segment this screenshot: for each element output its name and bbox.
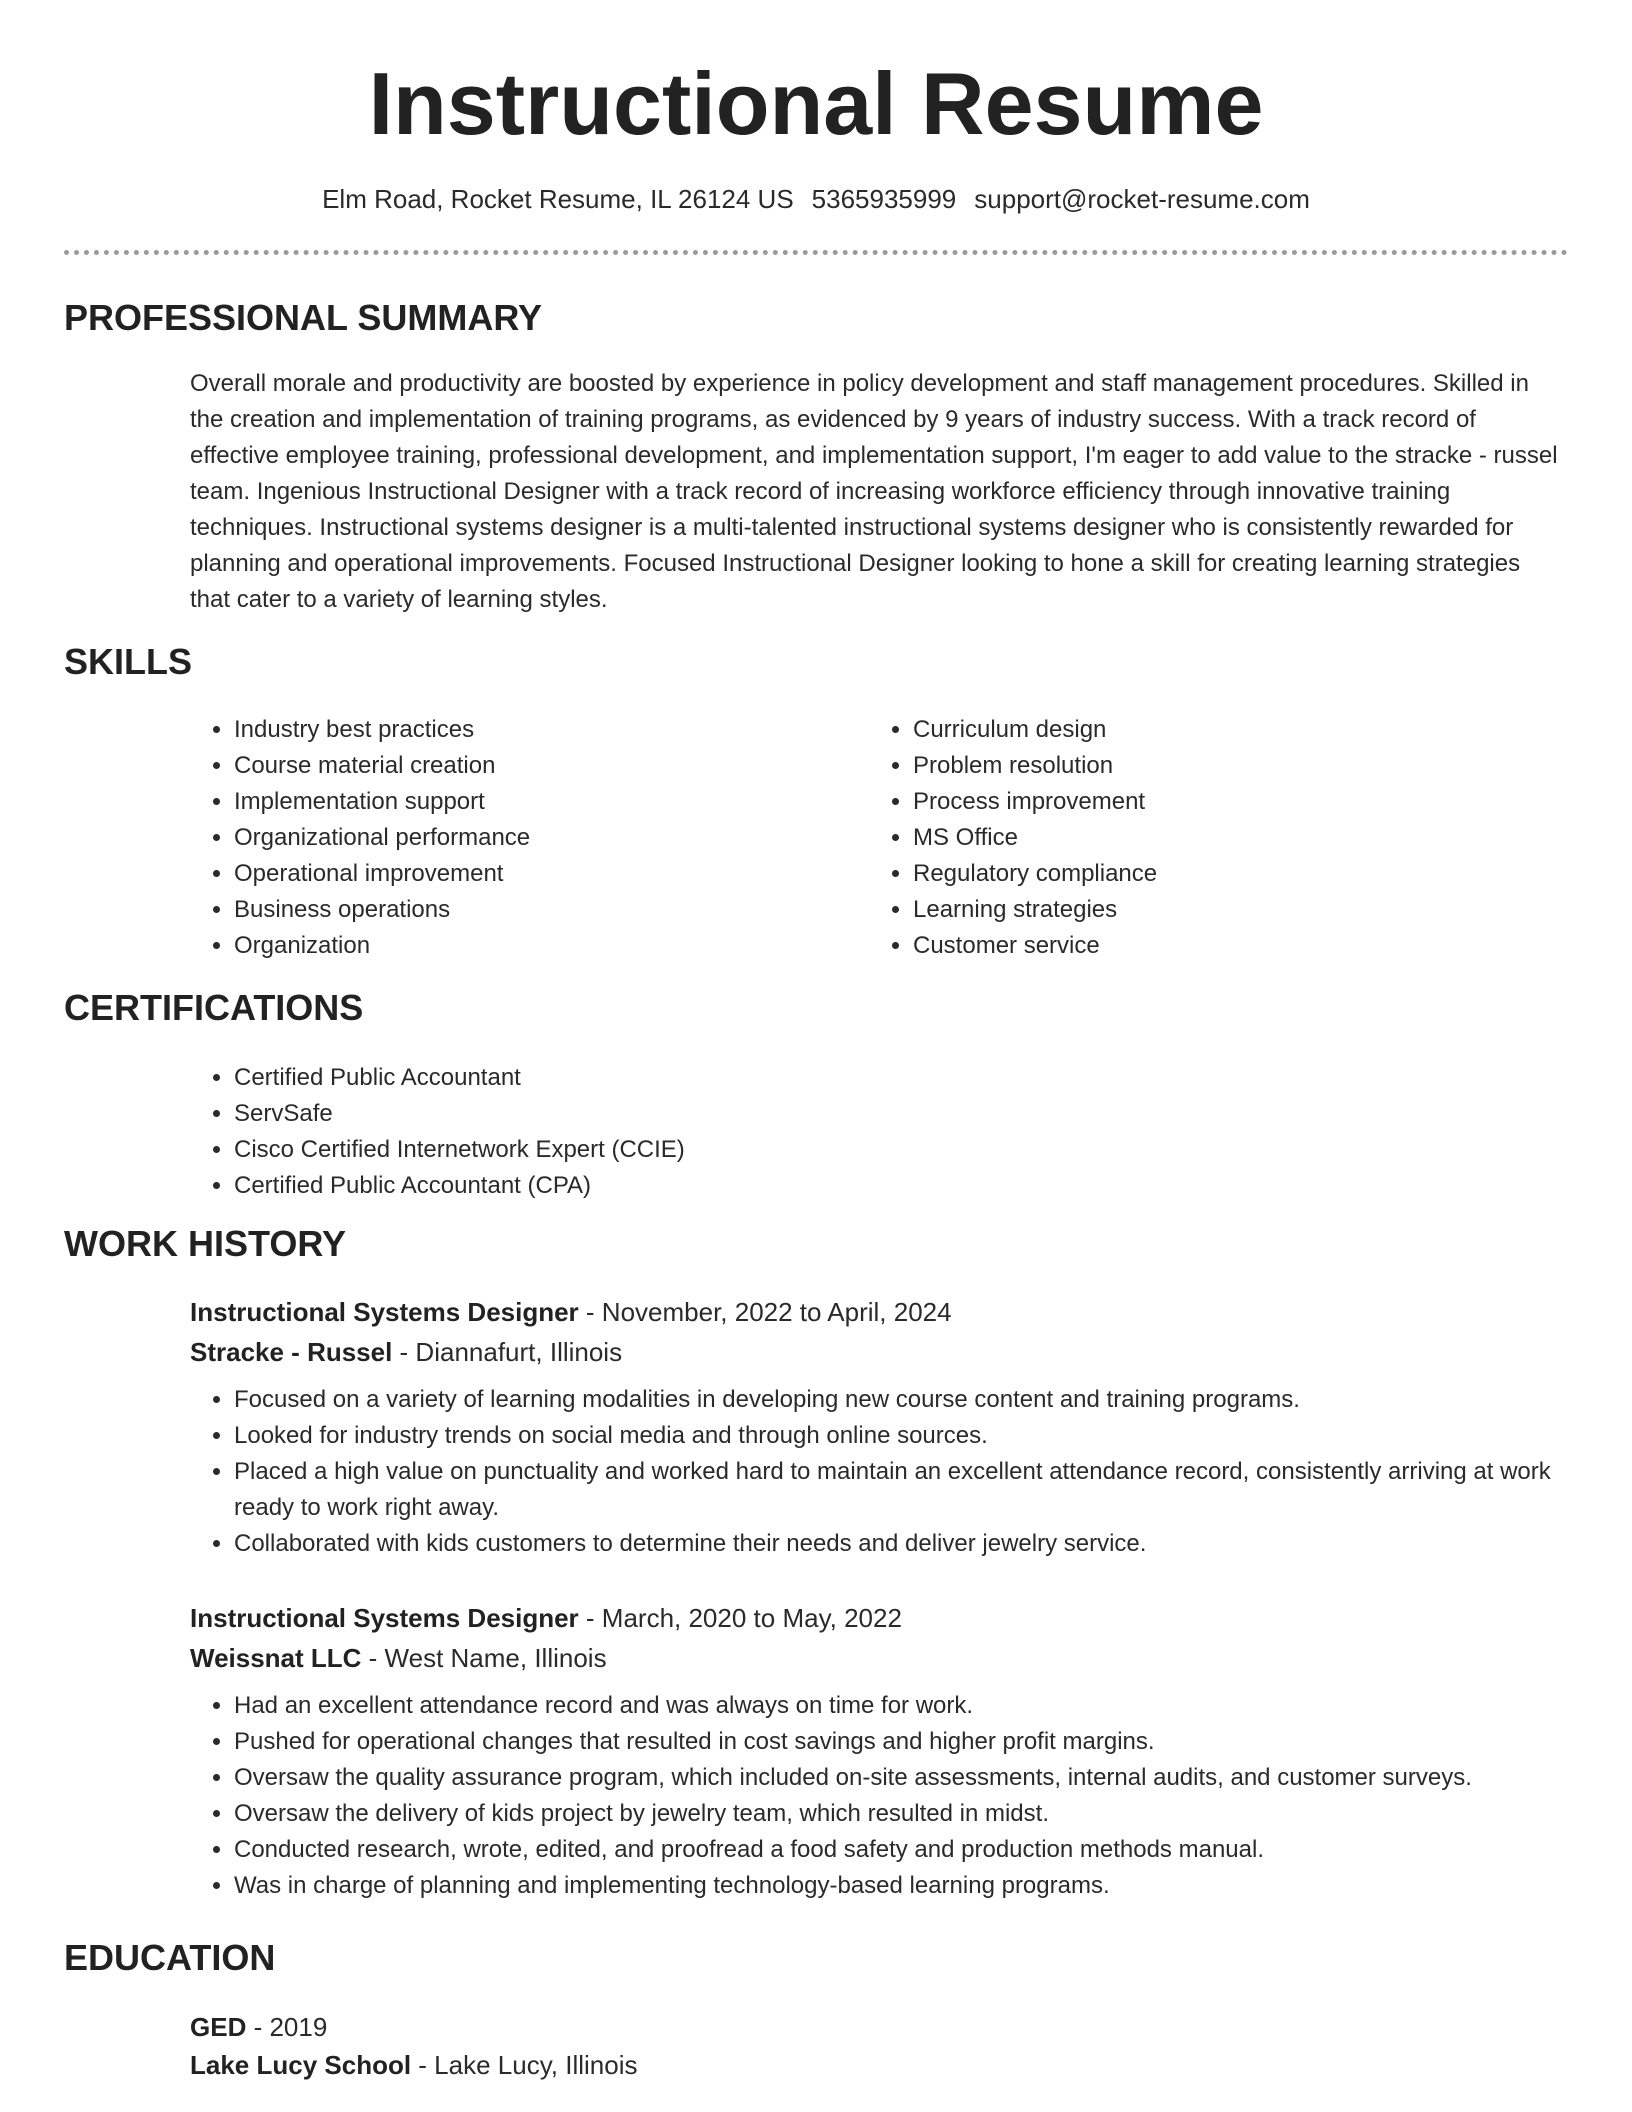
certification-item: • Certified Public Accountant (CPA) <box>234 1168 1090 1204</box>
skill-item: • Organization <box>234 928 830 964</box>
summary-text: Overall morale and productivity are boosted by experience in policy development and staff management procedures. Skilled in the creation and implementation of training programs, as evidenced by 9 years of industry success. With a track record of effective employee training, professional development, and implementation support, I'm eager to add value to the stracke - russel team. Ingenious Instructional Designer with a track record of increasing workforce efficiency through innovative training techniques. Instructional systems designer is a multi-talented instructional systems designer who is consistently rewarded for planning and operational improvements. Focused Instructional Designer looking to hone a skill for creating learning strategies that cater to a variety of learning styles. <box>190 370 1558 613</box>
skill-item: • Problem resolution <box>913 748 1509 784</box>
skill-item: • Course material creation <box>234 748 830 784</box>
skill-item: • MS Office <box>913 820 1509 856</box>
job-bullets <box>190 1688 1570 1904</box>
job-bullet: • Looked for industry trends on social media and through online sources. <box>234 1418 1570 1454</box>
education-heading: EDUCATION <box>64 1937 276 1978</box>
certification-item: • ServSafe <box>234 1096 1090 1132</box>
skill-item: • Curriculum design <box>913 712 1509 748</box>
certification-item: • Cisco Certified Internetwork Expert (CCIE) <box>234 1132 1090 1168</box>
job-role: Instructional Systems Designer <box>190 1603 579 1633</box>
education-entry <box>190 2008 1190 2084</box>
skill-item: • Operational improvement <box>234 856 830 892</box>
contact-phone: 5365935999 <box>811 184 957 214</box>
job-bullet: • Had an excellent attendance record and was always on time for work. <box>234 1688 1570 1724</box>
job-bullet: • Oversaw the quality assurance program, which included on-site assessments, internal audits, and customer surveys. <box>234 1760 1570 1796</box>
education-year: - 2019 <box>246 2012 328 2042</box>
skills-column-right <box>869 712 1509 964</box>
skill-item: • Process improvement <box>913 784 1509 820</box>
resume-name: Instructional Resume <box>368 54 1264 153</box>
education-degree: GED <box>190 2012 247 2042</box>
job-bullet: • Oversaw the delivery of kids project by jewelry team, which resulted in midst. <box>234 1796 1570 1832</box>
job-bullet: • Focused on a variety of learning modalities in developing new course content and training programs. <box>234 1382 1570 1418</box>
skill-item: • Implementation support <box>234 784 830 820</box>
skills-column-left <box>190 712 830 964</box>
skill-item: • Business operations <box>234 892 830 928</box>
skill-item: • Regulatory compliance <box>913 856 1509 892</box>
work-history-heading: WORK HISTORY <box>64 1223 347 1264</box>
education-location: - Lake Lucy, Illinois <box>411 2050 638 2080</box>
certifications-list <box>190 1060 1090 1204</box>
job-entry <box>190 1292 1570 1562</box>
job-company-line <box>190 1332 1570 1372</box>
job-company: Weissnat LLC <box>190 1643 362 1673</box>
contact-line <box>0 181 1632 217</box>
contact-email: support@rocket-resume.com <box>974 184 1310 214</box>
job-location: - West Name, Illinois <box>361 1643 607 1673</box>
job-bullet: • Placed a high value on punctuality and worked hard to maintain an excellent attendance record, consistently arriving at work ready to work right away. <box>234 1454 1570 1526</box>
job-company: Stracke - Russel <box>190 1337 393 1367</box>
job-entry <box>190 1598 1570 1904</box>
skill-item: • Organizational performance <box>234 820 830 856</box>
job-title-line <box>190 1292 1570 1332</box>
job-location: - Diannafurt, Illinois <box>392 1337 623 1367</box>
certifications-heading: CERTIFICATIONS <box>64 987 364 1028</box>
skill-item: • Learning strategies <box>913 892 1509 928</box>
job-role: Instructional Systems Designer <box>190 1297 579 1327</box>
job-bullet: • Collaborated with kids customers to determine their needs and deliver jewelry service. <box>234 1526 1570 1562</box>
job-bullet: • Conducted research, wrote, edited, and proofread a food safety and production methods manual. <box>234 1832 1570 1868</box>
certification-item: • Certified Public Accountant <box>234 1060 1090 1096</box>
education-school: Lake Lucy School <box>190 2050 412 2080</box>
contact-address: Elm Road, Rocket Resume, IL 26124 US <box>322 184 794 214</box>
job-bullet: • Was in charge of planning and implementing technology-based learning programs. <box>234 1868 1570 1904</box>
job-title-line <box>190 1598 1570 1638</box>
job-dates: - March, 2020 to May, 2022 <box>578 1603 902 1633</box>
education-degree-line <box>190 2008 1190 2046</box>
job-company-line <box>190 1638 1570 1678</box>
skill-item: • Customer service <box>913 928 1509 964</box>
education-school-line <box>190 2046 1190 2084</box>
skill-item: • Industry best practices <box>234 712 830 748</box>
job-bullets <box>190 1382 1570 1562</box>
header-divider <box>64 250 1568 255</box>
skills-heading: SKILLS <box>64 641 193 682</box>
job-bullet: • Pushed for operational changes that resulted in cost savings and higher profit margins. <box>234 1724 1570 1760</box>
summary-heading: PROFESSIONAL SUMMARY <box>64 297 543 338</box>
job-dates: - November, 2022 to April, 2024 <box>578 1297 952 1327</box>
